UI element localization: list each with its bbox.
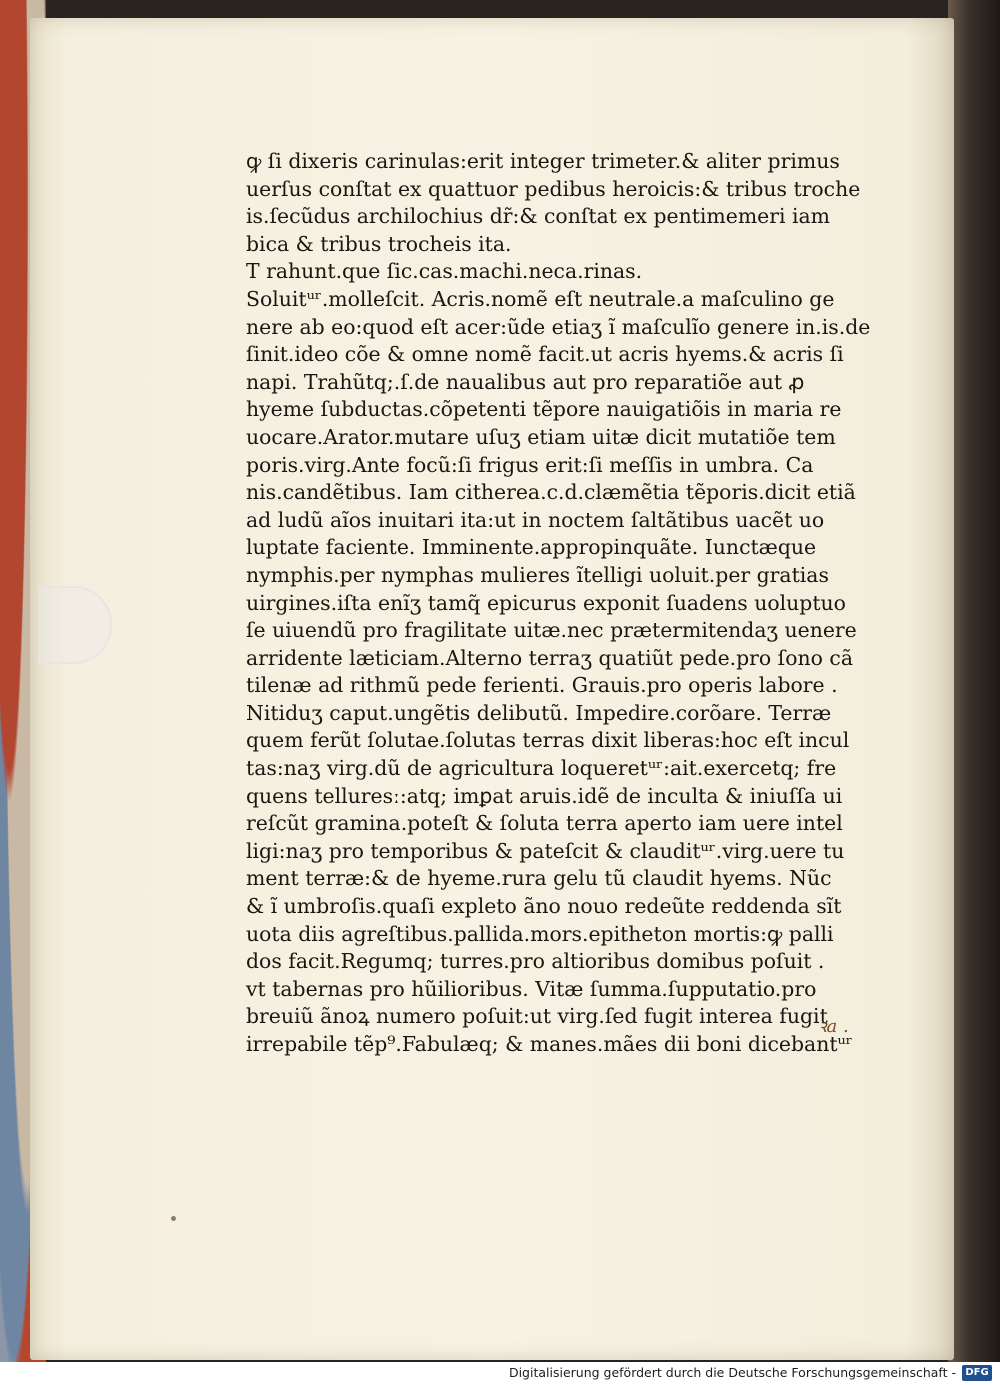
footer-bar xyxy=(0,1362,1000,1385)
text-line: Nitiduʒ caput.ungẽtis delibutũ. Impedire.corõare. Terræ xyxy=(246,700,832,725)
text-line: ligi:naʒ pro temporibus & pateſcit & clauditᵘʳ.virg.uere tu xyxy=(246,838,845,863)
text-line: nymphis.per nymphas mulieres ĩtelligi uoluit.per gratias xyxy=(246,562,829,587)
text-line: irrepabile tẽp⁹.Fabulæq; & manes.mães dii boni dicebantᵘʳ xyxy=(246,1032,853,1056)
text-block xyxy=(246,148,871,1059)
text-line: uerſus conſtat ex quattuor pedibus heroicis:& tribus troche xyxy=(246,176,861,201)
footer-credit: Digitalisierung gefördert durch die Deutsche Forschungsgemeinschaft - xyxy=(508,1365,956,1380)
text-line: reſcũt gramina.poteſt & ſoluta terra aperto iam uere intel xyxy=(246,811,843,836)
marginal-note: ꝛa . xyxy=(818,1016,849,1037)
text-line: napi. Trahũtq;.ſ.de naualibus aut pro reparatiõe aut ꝓ xyxy=(246,369,805,394)
paper-speck xyxy=(171,1216,176,1221)
bookmark-tab xyxy=(38,586,112,664)
text-line: T rahunt.que ſic.cas.machi.neca.rinas. xyxy=(246,259,643,284)
text-line: arridente læticiam.Alterno terraʒ quatiũt pede.pro ſono cã xyxy=(246,645,853,670)
text-line: uota diis agreſtibus.pallida.mors.epitheton mortis:ꝙ palli xyxy=(246,921,834,946)
text-line: hyeme ſubductas.cõpetenti tẽpore nauigatiõis in maria re xyxy=(246,397,842,422)
text-line: ad ludũ aĩos inuitari ita:ut in noctem ſaltãtibus uacẽt uo xyxy=(246,507,825,532)
book-spine-right xyxy=(948,0,1000,1362)
text-line: ment terræ:& de hyeme.rura gelu tũ claudit hyems. Nũc xyxy=(246,866,832,891)
text-line: quem ferũt ſolutae.ſolutas terras dixit liberas:hoc eſt incul xyxy=(246,728,850,753)
text-line: tilenæ ad rithmũ pede ferienti. Grauis.pro operis labore . xyxy=(246,673,838,698)
text-line: ſe uiuendũ pro fragilitate uitæ.nec prætermitendaʒ uenere xyxy=(246,618,857,643)
text-line: dos facit.Regumq; turres.pro altioribus domibus poſuit . xyxy=(246,949,825,974)
text-line: quens telluresː:atq; imꝑat aruis.idẽ de inculta & iniuſſa ui xyxy=(246,783,843,808)
text-line: ꝙ ſi dixeris carinulas:erit integer trimeter.& aliter primus xyxy=(246,149,840,173)
text-line: uocare.Arator.mutare uſuʒ etiam uitæ dicit mutatiõe tem xyxy=(246,424,836,449)
text-line: luptate faciente. Imminente.appropinquãte. Iunctæque xyxy=(246,535,817,560)
dfg-logo-icon: DFG xyxy=(962,1365,992,1381)
text-line: tas:naʒ virg.dũ de agricultura loqueretᵘʳ:ait.exercetq; fre xyxy=(246,756,837,781)
text-line: is.ſecũdus archilochius dr̃:& conſtat ex pentimemeri iam xyxy=(246,204,830,229)
text-line: uirgines.iſta enĩʒ tamq̃ epicurus exponit ſuadens uoluptuo xyxy=(246,590,846,615)
text-line: ſinit.ideo cõe & omne nomẽ facit.ut acris hyems.& acris ſi xyxy=(246,342,844,367)
text-line: nere ab eo:quod eſt acer:ũde etiaʒ ĩ maſculĩo genere in.is.de xyxy=(246,314,871,339)
text-line: vt tabernas pro hũilioribus. Vitæ ſumma.ſupputatio.pro xyxy=(246,976,817,1001)
text-line: & ĩ umbroſis.quaſi expleto ãno nouo redeũte reddenda sĩt xyxy=(246,894,842,919)
text-line: poris.virg.Ante focũ:ſi frigus erit:ſi meſſis in umbra. Ca xyxy=(246,452,814,477)
text-line: breuiũ ãnoꝝ numero poſuit:ut virg.ſed fugit interea fugit xyxy=(246,1004,828,1029)
text-line: bica & tribus trocheis ita. xyxy=(246,231,512,256)
text-line: Soluitᵘʳ.molleſcit. Acris.nomẽ eſt neutrale.a maſculino ge xyxy=(246,286,835,311)
text-line: nis.candẽtibus. Iam citherea.c.d.clæmẽtia tẽporis.dicit etiã xyxy=(246,480,856,505)
